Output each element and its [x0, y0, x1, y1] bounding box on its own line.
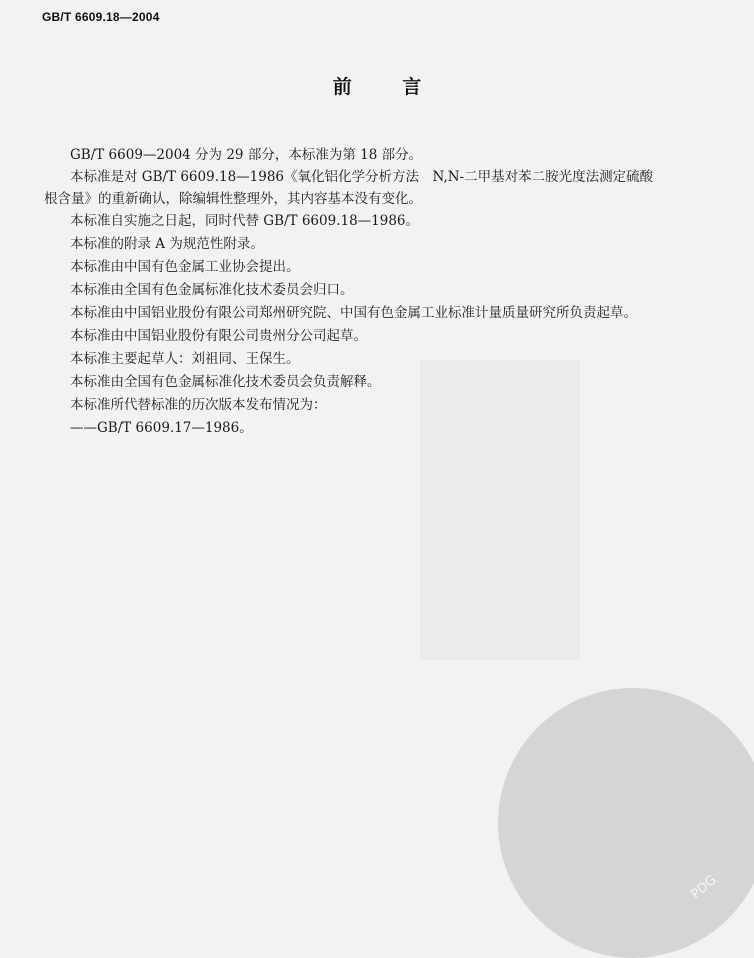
- page-title: 前 言: [332, 76, 444, 98]
- standard-code: GB/T 6609.18—2004: [42, 10, 160, 24]
- watermark-seal: [498, 688, 754, 958]
- paragraph-line: 本标准是对 GB/T 6609.18—1986《氧化铝化学分析方法 N,N-二甲基对苯二胺光度法测定硫酸: [70, 169, 654, 185]
- paragraph-line: 本标准由中国有色金属工业协会提出。: [70, 259, 300, 275]
- paragraph-line: 本标准由全国有色金属标准化技术委员会归口。: [70, 282, 354, 298]
- paragraph-line: 本标准由中国铝业股份有限公司郑州研究院、中国有色金属工业标准计量质量研究所负责起草。: [70, 305, 637, 321]
- paragraph-line: 本标准由中国铝业股份有限公司贵州分公司起草。: [70, 328, 367, 344]
- paragraph-line: GB/T 6609—2004 分为 29 部分，本标准为第 18 部分。: [70, 147, 423, 163]
- paragraph-line: ——GB/T 6609.17—1986。: [70, 420, 253, 436]
- paragraph-line: 本标准主要起草人：刘祖同、王保生。: [70, 351, 300, 367]
- paragraph-line: 本标准自实施之日起，同时代替 GB/T 6609.18—1986。: [70, 213, 420, 229]
- watermark-label: PDG: [688, 872, 720, 903]
- paragraph-line: 本标准由全国有色金属标准化技术委员会负责解释。: [70, 374, 381, 390]
- paragraph-line: 本标准所代替标准的历次版本发布情况为：: [70, 397, 327, 413]
- paragraph-line: 本标准的附录 A 为规范性附录。: [70, 236, 264, 252]
- paragraph-line: 根含量》的重新确认，除编辑性整理外，其内容基本没有变化。: [44, 191, 422, 207]
- bleed-through-block: [420, 360, 580, 660]
